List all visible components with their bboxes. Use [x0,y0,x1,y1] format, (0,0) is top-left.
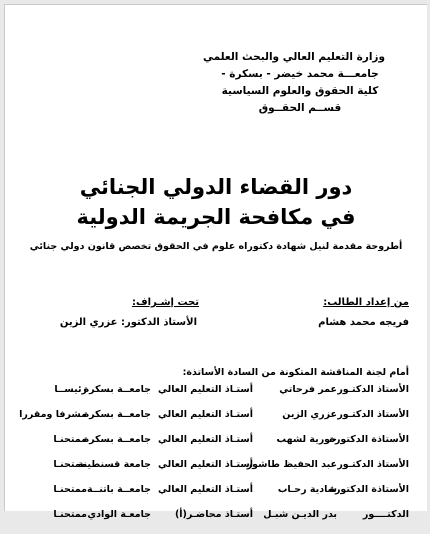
document-page [4,4,427,520]
jury-list [19,384,409,534]
jury-member-university: جامعــة بسكرة [83,434,151,445]
jury-member-name: عمر فرحاتي [279,384,337,395]
student-name: فريجه محمد هشام [318,317,409,328]
jury-member-name: بدر الديـن شبـل [263,509,337,520]
jury-member-role: ممتحنـا [53,434,87,445]
jury-member-rank: أستـاذ التعليم العالي [158,409,253,420]
jury-member-rank: أستـاذ التعليم العالي [158,484,253,495]
jury-row [19,409,409,434]
jury-member-rank: أستـاذ محاضـر(أ) [174,509,253,520]
jury-member-title: الأستاذ الدكتـور [337,409,409,420]
jury-member-university: جامعــة بسكرة [83,384,151,395]
jury-member-role: مشرفا ومقررا [19,409,87,420]
prepared-by-label: من إعداد الطالب: [323,297,409,308]
jury-row [29,459,409,484]
jury-row [29,384,409,409]
jury-member-role: ممتحنـا [53,459,87,470]
department-line: قســم الحقــوق [258,102,342,114]
jury-title: أمام لجنة المناقشة المتكونة من السادة الأساتذة: [182,367,409,378]
jury-member-title: الأستاذ الدكتـور [337,459,409,470]
supervisor-label: تحت إشـراف: [132,297,199,308]
jury-member-rank: أستـاذ التعليم العالي [158,384,253,395]
faculty-line: كلية الحقوق والعلوم السياسية [221,85,379,97]
jury-member-name: عبد الحفيظ طاشور [246,459,337,470]
jury-member-title: الأستاذة الدكتورة [329,434,409,445]
thesis-title-line-2: في مكافحة الجريمة الدولية [76,205,356,229]
jury-member-university: جامعة قسنطينة [77,459,151,470]
jury-member-name: شادية رحـاب [277,484,337,495]
ministry-line: وزارة التعليم العالي والبحث العلمي [202,51,385,63]
jury-member-rank: أستـاذ التعليم العالي [158,434,253,445]
jury-member-role: ممتحنـا [53,509,87,520]
jury-row [29,434,409,459]
jury-member-name: عزري الزين [282,409,337,420]
jury-member-name: حورية لشهب [276,434,337,445]
supervisor-name: الأستاذ الدكتور: عزري الزين [59,317,197,328]
jury-member-university: جامعــة باتنــة [86,484,151,495]
university-line: جامعـــة محمد خيضر - بسكرة - [221,68,379,80]
institution-header [202,49,385,117]
jury-member-title: الدكتــــور [362,509,409,520]
jury-member-university: جامعـة الوادي [87,509,151,520]
jury-row [29,509,409,534]
jury-member-title: الأستاذ الدكتـور [337,384,409,395]
jury-member-role: ممتحنـا [53,484,87,495]
thesis-title-line-1: دور القضاء الدولي الجنائي [79,175,353,199]
jury-member-role: رئيســا [54,384,87,395]
jury-member-title: الأستاذة الدكتورة [329,484,409,495]
thesis-subtitle: أطروحة مقدمة لنيل شهادة دكتوراه علوم في الحقوق تخصص قانون دولي جنائي [29,241,403,252]
jury-member-university: جامعــة بسكرة [83,409,151,420]
jury-member-rank: أستـاذ التعليم العالي [158,459,253,470]
jury-row [29,484,409,509]
